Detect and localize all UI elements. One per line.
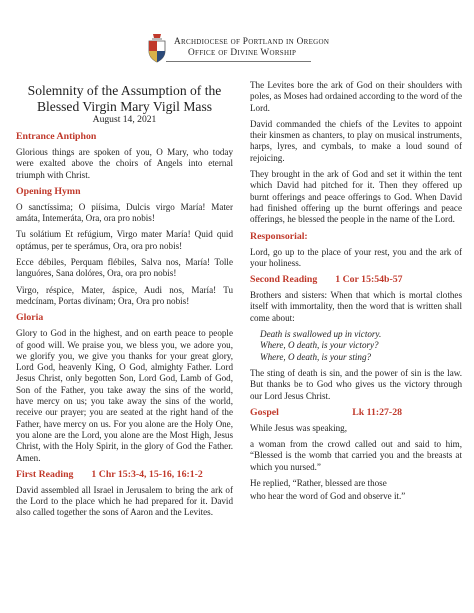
gospel-paragraph: While Jesus was speaking,: [250, 422, 347, 433]
quote-line: Where, O death, is your sting?: [260, 351, 372, 362]
gloria-label-suffix: ria: [31, 312, 44, 324]
first-reading-label: First Reading: [16, 468, 74, 480]
document-header: [0, 28, 474, 78]
title-line-1: Solemnity of the Assumption of the: [27, 83, 222, 98]
reading-paragraph: They brought in the ark of God and set it within the tent which David had pitched for it. Then they offered up burnt offerings and peace offerings to God. When David had finished offering up the burnt offerings and peace offerings, he blessed the people in the name of the Lord.: [250, 169, 462, 225]
second-reading-reference: 1 Cor 15:54b-57: [335, 274, 403, 286]
org-line-1: Archdiocese of Portland in Oregon: [174, 37, 330, 47]
title-line-2: Blessed Virgin Mary Vigil Mass: [36, 98, 213, 114]
second-reading-intro: Brothers and sisters: When that which is mortal clothes itself with immortality, then the word that is written shall come about:: [250, 290, 462, 323]
first-reading-heading: [16, 469, 233, 481]
gloria-text: Glory to God in the highest, and on earth peace to people of good will. We praise you, we bless you, we adore you, we glorify you, we give you thanks for your great glory, Lord God, heavenly King, O God, almighty Father. Lord Jesus Christ, only begotten Son, Lord God, Lamb of God, Son of the Father, you take away the sins of the world, have mercy on us; you take away the sins of the world, receive our prayer; you are seated at the right hand of the Father, have mercy on us. For you alone are the Holy One, you alone are the Lord, you alone are the Most High, Jesus Christ, with the Holy Spirit, in the glory of God the Father. Amen.: [16, 328, 233, 463]
reading-paragraph: David assembled all Israel in Jerusalem to bring the ark of the Lord to the place which he had prepared for it. David also called together the sons of Aaron and the Levites.: [16, 484, 233, 518]
mass-date: August 14, 2021: [92, 114, 157, 125]
responsorial-text: Lord, go up to the place of your rest, you and the ark of your holiness.: [250, 246, 462, 268]
org-line-2: Office of Divine Worship: [188, 48, 297, 58]
opening-hymn-heading: [16, 186, 233, 198]
scripture-quote: [250, 329, 462, 363]
archdiocese-crest-icon: [146, 33, 168, 63]
reading-paragraph: David commanded the chiefs of the Levites to appoint their kinsmen as chanters, to play on musical instruments, harps, lyres, and cymbals, to make a loud sound of rejoicing.: [250, 118, 462, 163]
responsorial-label: Responsorial:: [250, 230, 308, 242]
organization-name: [174, 37, 329, 59]
header-rule: [166, 61, 311, 62]
second-reading-text: The sting of death is sin, and the power of sin is the law. But thanks be to God who gives us the victory through our Lord Jesus Christ.: [250, 367, 462, 401]
gospel-heading: [250, 407, 462, 419]
hymn-verse: Virgo, réspice, Mater, áspice, Audi nos, María! Tu medcínam, Portas divínam; Ora, Ora pro nobis!: [16, 284, 233, 306]
entrance-antiphon-text: Glorious things are spoken of you, O Mary, who today were exalted above the choirs of Angels into eternal triumph with Christ.: [16, 147, 233, 180]
gloria-label: [16, 312, 43, 324]
right-column: [250, 80, 462, 508]
gospel-paragraph: a woman from the crowd called out and said to him, “Blessed is the womb that carried you and the breasts at which you nursed.”: [250, 439, 462, 472]
gospel-label: Gospel: [250, 406, 279, 418]
hymn-verse: Ecce débiles, Perquam flébiles, Salva nos, María! Tolle languóres, Sana dolóres, Ora, ora pro nobis!: [16, 257, 233, 279]
second-reading-label: Second Reading: [250, 274, 318, 286]
reading-paragraph: The Levites bore the ark of God on their shoulders with poles, as Moses had ordained according to the word of the Lord.: [250, 80, 462, 113]
quote-line: Where, O death, is your victory?: [260, 340, 379, 351]
left-column: [16, 80, 233, 524]
gospel-paragraph: who hear the word of God and observe it.”: [250, 491, 406, 502]
hymn-verse: O sanctíssima; O piísima, Dulcis virgo María! Mater amáta, Intemeráta, Ora, ora pro nobis!: [16, 201, 233, 224]
gloria-label-prefix: Glo: [16, 312, 32, 324]
quote-line: Death is swallowed up in victory.: [260, 329, 382, 340]
gloria-heading: [16, 312, 233, 324]
entrance-antiphon-heading: [16, 131, 233, 143]
first-reading-reference: 1 Chr 15:3-4, 15-16, 16:1-2: [91, 468, 203, 480]
entrance-antiphon-label: Entrance Antiphon: [16, 131, 97, 142]
gospel-reference: Lk 11:27-28: [352, 406, 402, 418]
responsorial-heading: [250, 231, 462, 243]
hymn-verse: Tu solátium Et refúgium, Virgo mater María! Quid quid optámus, per te sperámus, Ora, ora pro nobis!: [16, 229, 233, 251]
gospel-paragraph: He replied, “Rather, blessed are those: [250, 478, 387, 489]
page-title: [16, 83, 233, 114]
second-reading-heading: [250, 274, 462, 286]
opening-hymn-label: Opening Hymn: [16, 185, 81, 197]
